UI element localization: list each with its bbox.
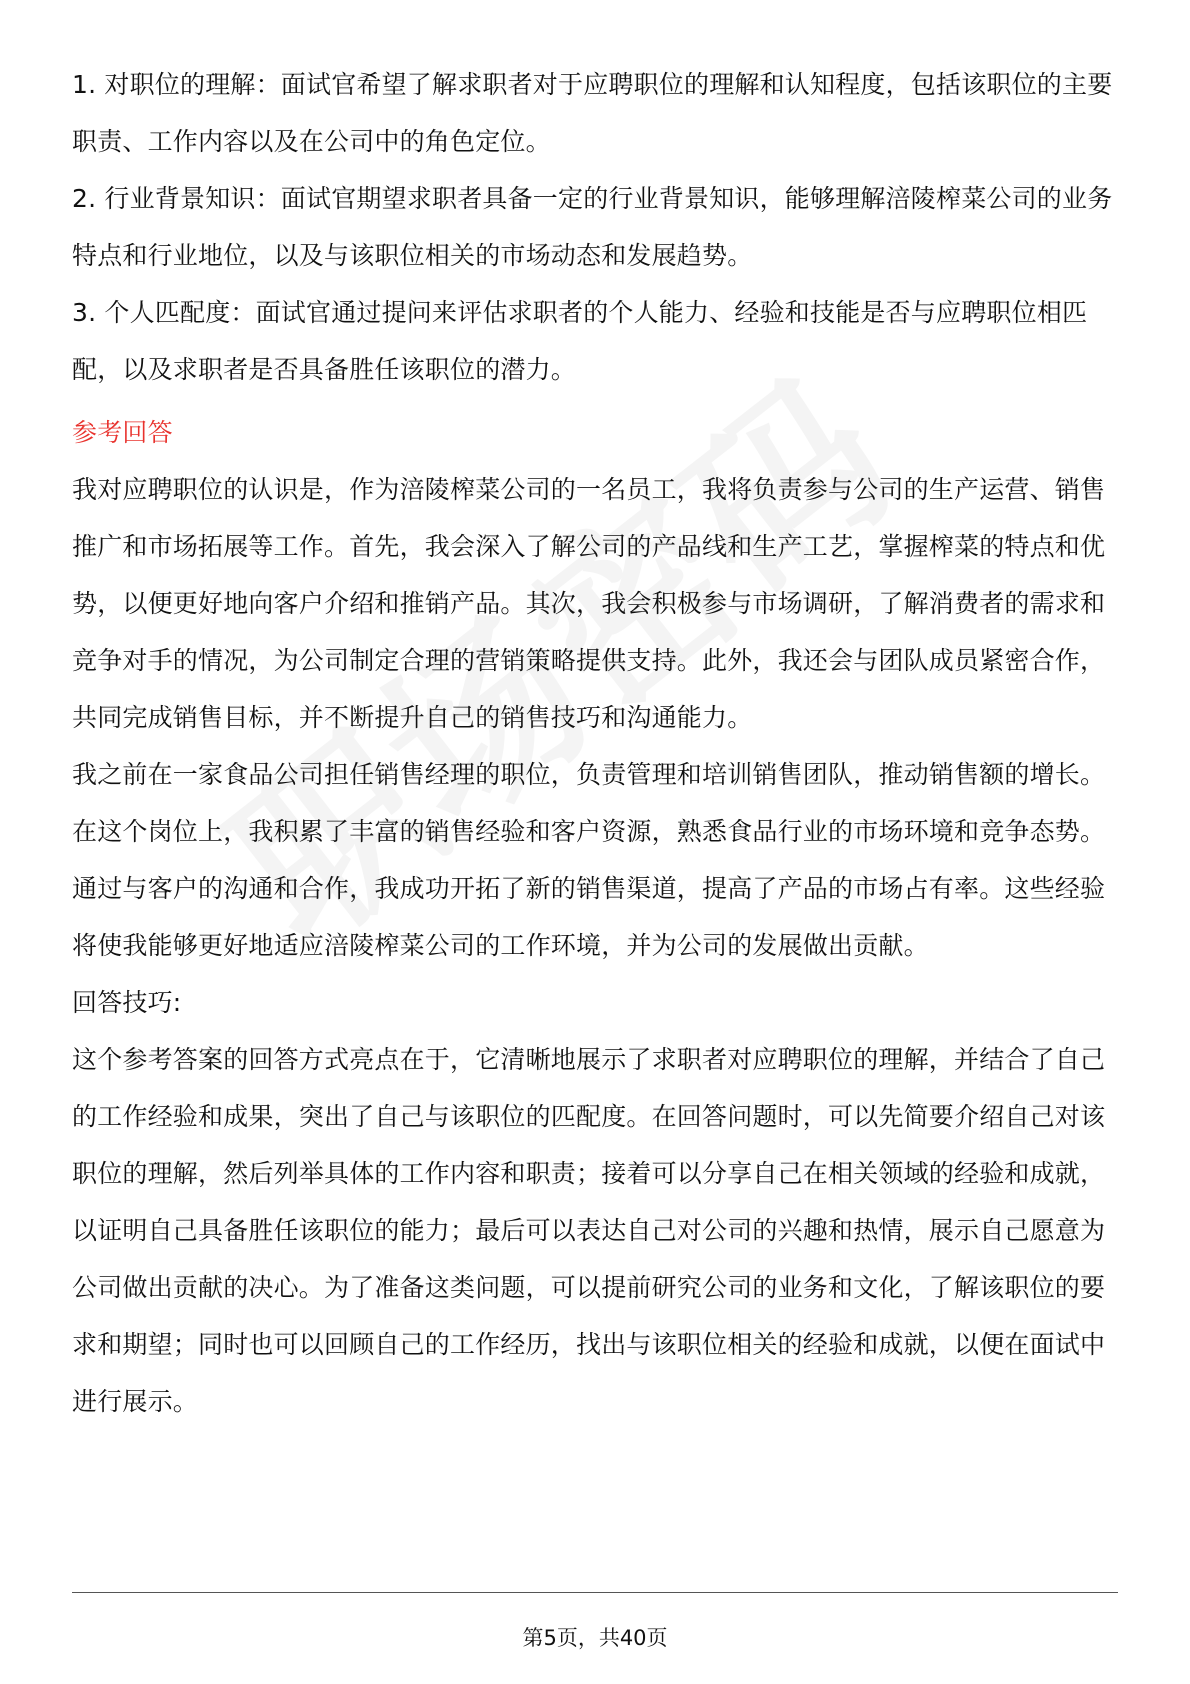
page-content bbox=[72, 56, 1118, 1430]
tips-title: 回答技巧: bbox=[72, 988, 182, 1017]
footer-divider bbox=[72, 1592, 1118, 1593]
reference-answer-title: 参考回答 bbox=[72, 418, 173, 447]
point-item-2: 2. 行业背景知识：面试官期望求职者具备一定的行业背景知识，能够理解涪陵榨菜公司的业务特点和行业地位，以及与该职位相关的市场动态和发展趋势。 bbox=[72, 184, 1113, 270]
point-item-3: 3. 个人匹配度：面试官通过提问来评估求职者的个人能力、经验和技能是否与应聘职位相匹配，以及求职者是否具备胜任该职位的潜力。 bbox=[72, 298, 1088, 384]
page-number: 第5页，共40页 bbox=[522, 1626, 668, 1650]
tips-paragraph: 这个参考答案的回答方式亮点在于，它清晰地展示了求职者对应聘职位的理解，并结合了自己的工作经验和成果，突出了自己与该职位的匹配度。在回答问题时，可以先简要介绍自己对该职位的理解，然后列举具体的工作内容和职责；接着可以分享自己在相关领域的经验和成就，以证明自己具备胜任该职位的能力；最后可以表达自己对公司的兴趣和热情，展示自己愿意为公司做出贡献的决心。为了准备这类问题，可以提前研究公司的业务和文化，了解该职位的要求和期望；同时也可以回顾自己的工作经历，找出与该职位相关的经验和成就，以便在面试中进行展示。 bbox=[72, 1045, 1106, 1416]
point-item-1: 1. 对职位的理解：面试官希望了解求职者对于应聘职位的理解和认知程度，包括该职位的主要职责、工作内容以及在公司中的角色定位。 bbox=[72, 70, 1113, 156]
reference-answer-paragraph-1: 我对应聘职位的认识是，作为涪陵榨菜公司的一名员工，我将负责参与公司的生产运营、销售推广和市场拓展等工作。首先，我会深入了解公司的产品线和生产工艺，掌握榨菜的特点和优势，以便更好地向客户介绍和推销产品。其次，我会积极参与市场调研，了解消费者的需求和竞争对手的情况，为公司制定合理的营销策略提供支持。此外，我还会与团队成员紧密合作，共同完成销售目标，并不断提升自己的销售技巧和沟通能力。 bbox=[72, 475, 1106, 732]
reference-answer-paragraph-2: 我之前在一家食品公司担任销售经理的职位，负责管理和培训销售团队，推动销售额的增长。在这个岗位上，我积累了丰富的销售经验和客户资源，熟悉食品行业的市场环境和竞争态势。通过与客户的沟通和合作，我成功开拓了新的销售渠道，提高了产品的市场占有率。这些经验将使我能够更好地适应涪陵榨菜公司的工作环境，并为公司的发展做出贡献。 bbox=[72, 760, 1106, 960]
